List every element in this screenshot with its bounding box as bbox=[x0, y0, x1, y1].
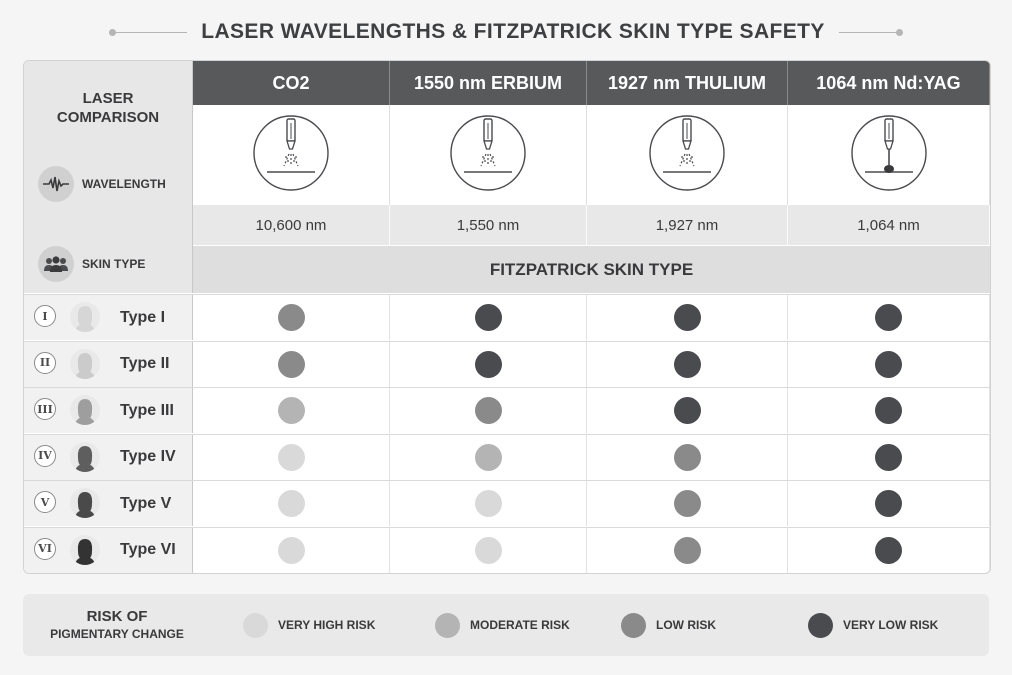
risk-cell bbox=[587, 435, 788, 480]
skin-type-label: Type I bbox=[120, 308, 166, 326]
legend-swatch bbox=[435, 613, 460, 638]
risk-cell bbox=[193, 342, 390, 387]
laser-spray-icon bbox=[647, 113, 727, 198]
laser-deep-icon bbox=[849, 113, 929, 198]
face-icon bbox=[70, 442, 100, 472]
wavelength-row-label bbox=[38, 166, 166, 202]
page-title: LASER WAVELENGTHS & FITZPATRICK SKIN TYPE SAFETY bbox=[201, 20, 825, 43]
legend-label: VERY HIGH RISK bbox=[278, 618, 376, 632]
risk-dot-very-low bbox=[875, 490, 902, 517]
column-header-co2: CO2 bbox=[193, 61, 390, 105]
legend-title-line2: PIGMENTARY CHANGE bbox=[50, 627, 184, 641]
legend-swatch bbox=[621, 613, 646, 638]
risk-dot-very-low bbox=[875, 444, 902, 471]
left-header bbox=[24, 61, 193, 293]
roman-numeral-badge: IV bbox=[34, 445, 56, 467]
skin-type-header bbox=[24, 528, 193, 573]
risk-cell bbox=[390, 295, 587, 340]
face-icon bbox=[70, 302, 100, 332]
risk-cell bbox=[788, 388, 990, 433]
skin-type-label: Type II bbox=[120, 355, 170, 372]
risk-cell bbox=[390, 435, 587, 480]
risk-dot-very-high bbox=[475, 490, 502, 517]
skin-type-header bbox=[24, 388, 193, 433]
risk-cell bbox=[390, 388, 587, 433]
risk-dot-moderate bbox=[278, 397, 305, 424]
risk-dot-very-low bbox=[875, 397, 902, 424]
face-icon bbox=[70, 535, 100, 565]
skin-type-row-ii bbox=[24, 341, 990, 387]
risk-dot-very-low bbox=[875, 304, 902, 331]
skin-type-header bbox=[24, 342, 193, 387]
laser-spray-icon bbox=[251, 113, 331, 198]
roman-numeral-badge: III bbox=[34, 398, 56, 420]
column-header-1550-nm-erbium: 1550 nm ERBIUM bbox=[390, 61, 587, 105]
skin-type-label: SKIN TYPE bbox=[82, 257, 146, 271]
risk-dot-very-low bbox=[674, 351, 701, 378]
wavelength-value-co2: 10,600 nm bbox=[193, 205, 390, 245]
face-icon bbox=[70, 349, 100, 379]
skin-type-header bbox=[24, 295, 193, 340]
legend-item-very-high bbox=[243, 594, 375, 656]
risk-cell bbox=[193, 388, 390, 433]
waveform-icon bbox=[38, 166, 74, 202]
laser-icon-cell-co2 bbox=[193, 105, 390, 205]
risk-cell bbox=[193, 528, 390, 573]
roman-numeral-badge: II bbox=[34, 352, 56, 374]
people-group-icon bbox=[38, 246, 74, 282]
laser-spray-icon bbox=[448, 113, 528, 198]
risk-cell bbox=[788, 295, 990, 340]
column-header-1927-nm-thulium: 1927 nm THULIUM bbox=[587, 61, 788, 105]
risk-dot-very-low bbox=[674, 304, 701, 331]
legend-swatch bbox=[243, 613, 268, 638]
risk-cell bbox=[193, 481, 390, 526]
laser-icon-cell-1927-nm-thulium bbox=[587, 105, 788, 205]
legend-label: VERY LOW RISK bbox=[843, 618, 939, 632]
risk-dot-low bbox=[278, 304, 305, 331]
legend-label: LOW RISK bbox=[656, 618, 716, 632]
risk-cell bbox=[587, 295, 788, 340]
roman-numeral-badge: VI bbox=[34, 538, 56, 560]
wavelength-value-1927-nm-thulium: 1,927 nm bbox=[587, 205, 788, 245]
risk-cell bbox=[587, 481, 788, 526]
legend-item-moderate bbox=[435, 594, 570, 656]
risk-cell bbox=[587, 388, 788, 433]
risk-cell bbox=[193, 295, 390, 340]
laser-icon-cell-1064-nm-nd-yag bbox=[788, 105, 990, 205]
risk-cell bbox=[390, 342, 587, 387]
risk-dot-very-low bbox=[875, 537, 902, 564]
legend-label: MODERATE RISK bbox=[470, 618, 570, 632]
comparison-table bbox=[23, 60, 991, 574]
face-icon bbox=[70, 488, 100, 518]
risk-dot-very-high bbox=[278, 444, 305, 471]
title-divider-right bbox=[839, 32, 903, 33]
risk-dot-moderate bbox=[475, 444, 502, 471]
skin-type-label: Type III bbox=[120, 401, 174, 419]
risk-cell bbox=[788, 342, 990, 387]
risk-cell bbox=[193, 435, 390, 480]
risk-dot-very-high bbox=[278, 490, 305, 517]
risk-dot-very-low bbox=[475, 351, 502, 378]
title-divider-left bbox=[109, 32, 187, 33]
legend bbox=[23, 594, 989, 656]
laser-comparison-line2: COMPARISON bbox=[56, 109, 160, 126]
risk-dot-low bbox=[674, 490, 701, 517]
skin-type-label: Type V bbox=[120, 494, 172, 512]
skin-type-label: Type IV bbox=[120, 448, 176, 465]
laser-comparison-title bbox=[24, 89, 192, 127]
risk-dot-low bbox=[674, 444, 701, 471]
risk-dot-very-high bbox=[278, 537, 305, 564]
risk-dot-low bbox=[278, 351, 305, 378]
title-row bbox=[0, 14, 1012, 50]
wavelength-value-1064-nm-nd-yag: 1,064 nm bbox=[788, 205, 990, 245]
legend-title bbox=[23, 594, 211, 656]
roman-numeral-badge: V bbox=[34, 491, 56, 513]
skin-type-row-iii bbox=[24, 387, 990, 433]
laser-icon-cell-1550-nm-erbium bbox=[390, 105, 587, 205]
risk-cell bbox=[788, 528, 990, 573]
legend-title-line1: RISK OF bbox=[86, 608, 148, 625]
risk-cell bbox=[788, 481, 990, 526]
risk-dot-very-high bbox=[475, 537, 502, 564]
column-header-1064-nm-nd-yag: 1064 nm Nd:YAG bbox=[788, 61, 990, 105]
skin-type-row-v bbox=[24, 480, 990, 526]
skin-type-row-i bbox=[24, 294, 990, 340]
risk-cell bbox=[788, 435, 990, 480]
skin-type-header bbox=[24, 435, 193, 480]
risk-dot-low bbox=[475, 397, 502, 424]
skin-type-row-iv bbox=[24, 434, 990, 480]
laser-comparison-line1: LASER bbox=[82, 90, 134, 107]
legend-item-very-low bbox=[808, 594, 938, 656]
risk-dot-low bbox=[674, 537, 701, 564]
risk-dot-very-low bbox=[875, 351, 902, 378]
risk-cell bbox=[587, 342, 788, 387]
skin-type-header bbox=[24, 481, 193, 526]
wavelength-value-1550-nm-erbium: 1,550 nm bbox=[390, 205, 587, 245]
roman-numeral-badge: I bbox=[34, 305, 56, 327]
skin-type-row-label bbox=[38, 246, 145, 282]
wavelength-label: WAVELENGTH bbox=[82, 177, 166, 191]
skin-type-label: Type VI bbox=[120, 541, 176, 558]
fitzpatrick-band: FITZPATRICK SKIN TYPE bbox=[193, 246, 990, 293]
risk-cell bbox=[587, 528, 788, 573]
legend-swatch bbox=[808, 613, 833, 638]
face-icon bbox=[70, 395, 100, 425]
risk-dot-very-low bbox=[475, 304, 502, 331]
risk-cell bbox=[390, 481, 587, 526]
risk-dot-very-low bbox=[674, 397, 701, 424]
risk-cell bbox=[390, 528, 587, 573]
skin-type-row-vi bbox=[24, 527, 990, 573]
legend-item-low bbox=[621, 594, 716, 656]
